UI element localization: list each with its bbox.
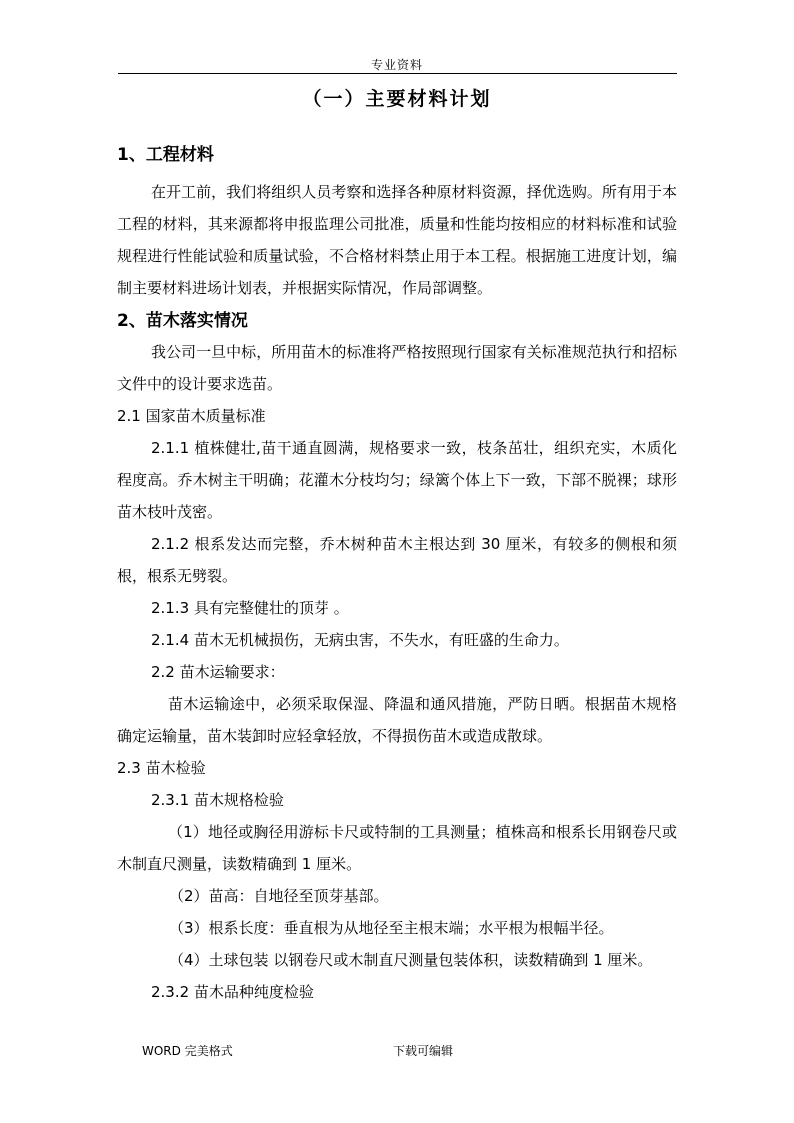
page-header: 专业资料 [370, 58, 423, 72]
subheading-2-3-2: 2.3.2 苗木品种纯度检验 [151, 983, 314, 1001]
paragraph-2-1-4: 2.1.4 苗木无机械损伤，无病虫害，不失水，有旺盛的生命力。 [151, 631, 569, 649]
section-heading-2: 2、苗木落实情况 [117, 311, 248, 331]
paragraph-2-1-2: 2.1.2 根系发达而完整，乔木树种苗木主根达到 30 厘米，有较多的侧根和须根，根系无劈裂。 [117, 535, 677, 585]
paragraph-engineering-materials: 在开工前，我们将组织人员考察和选择各种原材料资源，择优选购。所有用于本工程的材料，其来源都将申报监理公司批准，质量和性能均按相应的材料标准和试验规程进行性能试验和质量试验，不合格材料禁止用于本工程。根据施工进度计划，编制主要材料进场计划表，并根据实际情况，作局部调整。 [117, 183, 677, 297]
footer-right-text: 下载可编辑 [393, 1044, 454, 1058]
paragraph-2-3-1-item-4: （4）土球包装 以钢卷尺或木制直尺测量包装体积，读数精确到 1 厘米。 [169, 951, 653, 969]
subheading-2-2: 2.2 苗木运输要求： [151, 663, 285, 681]
header-divider [118, 73, 677, 74]
document-title: （一）主要材料计划 [302, 88, 492, 110]
paragraph-2-2: 苗木运输途中，必须采取保湿、降温和通风措施，严防日晒。根据苗木规格确定运输量，苗木装卸时应轻拿轻放，不得损伤苗木或造成散球。 [117, 695, 677, 745]
subheading-2-3: 2.3 苗木检验 [117, 759, 206, 777]
subheading-2-1: 2.1 国家苗木质量标准 [117, 407, 266, 425]
paragraph-2-3-1-item-1: （1）地径或胸径用游标卡尺或特制的工具测量；植株高和根系长用钢卷尺或木制直尺测量，读数精确到 1 厘米。 [117, 823, 677, 873]
section-heading-1: 1、工程材料 [117, 145, 214, 165]
paragraph-2-3-1-item-3: （3）根系长度：垂直根为从地径至主根末端；水平根为根幅半径。 [169, 919, 614, 937]
document-body [117, 140, 677, 1008]
footer-left-text: WORD 完美格式 [142, 1044, 233, 1058]
paragraph-seedling-status: 我公司一旦中标，所用苗木的标准将严格按照现行国家有关标准规范执行和招标文件中的设计要求选苗。 [117, 343, 677, 393]
paragraph-2-1-1: 2.1.1 植株健壮,苗干通直圆满，规格要求一致，枝条茁壮，组织充实，木质化程度高。乔木树主干明确；花灌木分枝均匀；绿篱个体上下一致，下部不脱裸；球形苗木枝叶茂密。 [117, 439, 677, 521]
paragraph-2-1-3: 2.1.3 具有完整健壮的顶芽 。 [151, 599, 349, 617]
paragraph-2-3-1-item-2: （2）苗高：自地径至顶芽基部。 [169, 887, 389, 905]
subheading-2-3-1: 2.3.1 苗木规格检验 [151, 791, 284, 809]
